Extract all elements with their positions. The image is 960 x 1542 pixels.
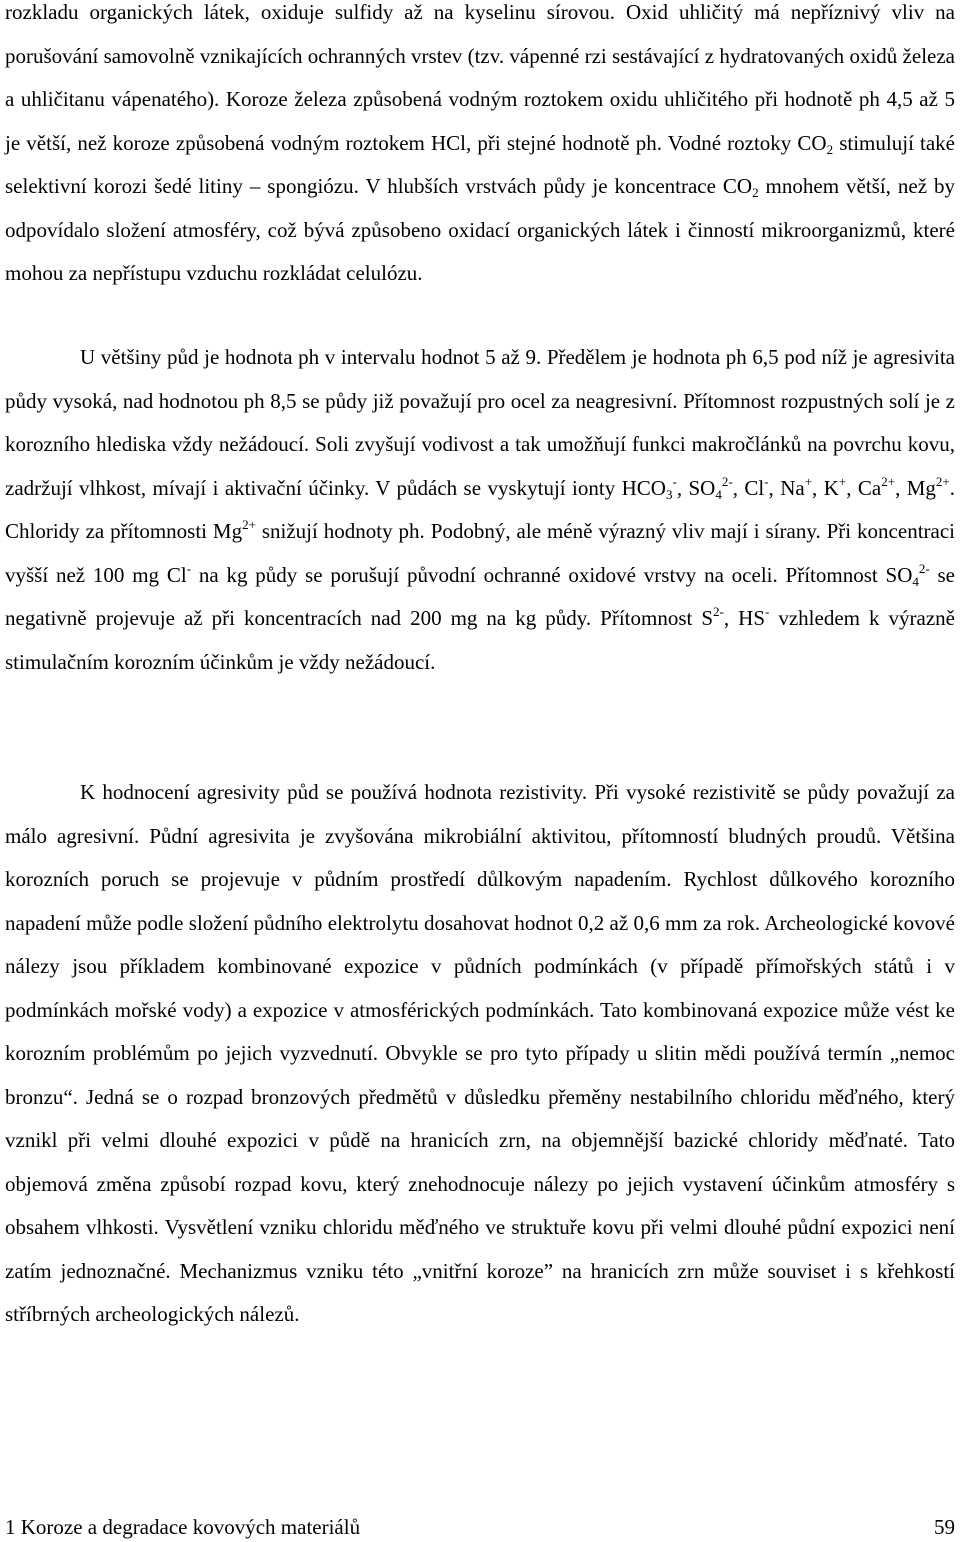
superscript: 2+ xyxy=(881,473,896,489)
text-run: na kg půdy se porušují původní ochranné oxidové vrstvy na oceli. Přítomnost SO xyxy=(191,562,913,587)
subscript: 3 xyxy=(665,486,673,502)
subscript: 4 xyxy=(912,573,919,589)
superscript: 2- xyxy=(918,560,930,576)
superscript: + xyxy=(804,473,813,489)
text-run: U většiny půd je hodnota ph v intervalu hodnot 5 až 9. Předělem je hodnota ph 6,5 pod níž je agresivita půdy vysoká, nad hodnotou ph 8,5 se půdy již považují pro ocel za neagresivní. Přítomnost rozpustných solí je z korozního hlediska vždy nežádoucí. Soli zvyšují vodivost a tak umožňují funkci makročlánků na povrchu kovu, zadržují vlhkost, mívají i aktivační účinky. V půdách se vyskytují ionty HCO xyxy=(5,345,955,500)
text-run: vzhledem k výrazně stimulačním korozním účinkům je vždy nežádoucí. xyxy=(5,606,955,674)
superscript: 2- xyxy=(713,604,724,619)
page-number: 59 xyxy=(934,1515,955,1539)
text-run: stimulují také selektivní korozi šedé litiny – spongiózu. V hlubších vrstvách půdy je koncentrace CO xyxy=(5,130,956,198)
text-run: mnohem větší, než by odpovídalo složení atmosféry, což bývá způsobeno oxidací organických látek i činností mikroorganizmů, které mohou za nepřístupu vzduchu rozkládat celulózu. xyxy=(5,174,956,285)
text-run: , Cl xyxy=(732,475,765,500)
text-run: , HS xyxy=(723,606,765,630)
text-run: , SO xyxy=(676,475,716,500)
page-footer xyxy=(5,1512,955,1542)
paragraph-2 xyxy=(5,336,955,684)
text-run: . Chloridy za přítomnosti Mg xyxy=(5,475,955,543)
superscript: 2+ xyxy=(935,473,950,489)
subscript: 2 xyxy=(752,185,759,200)
superscript: + xyxy=(838,473,847,489)
text-run: , Na xyxy=(768,475,805,500)
subscript: 4 xyxy=(715,486,722,502)
text-run: , Mg xyxy=(895,475,936,500)
footer-chapter-title: 1 Koroze a degradace kovových materiálů xyxy=(5,1515,361,1539)
superscript: 2+ xyxy=(242,517,256,532)
superscript: - xyxy=(764,473,769,489)
paragraph-1 xyxy=(5,0,955,296)
text-run: snižují hodnoty ph. Podobný, ale méně výrazný vliv mají i sírany. Při koncentraci vyšší než 100 mg Cl xyxy=(5,519,955,587)
paragraph-3: K hodnocení agresivity půd se používá hodnota rezistivity. Při vysoké rezistivitě se půdy považují za málo agresivní. Půdní agresivita je zvyšována mikrobiální aktivitou, přítomností bludných proudů. Většina korozních poruch se projevuje v půdním prostředí důlkovým napadením. Rychlost důlkového korozního napadení může podle složení půdního elektrolytu dosahovat hodnot 0,2 až 0,6 mm za rok. Archeologické kovové nálezy jsou příkladem kombinované expozice v půdních podmínkách (v případě přímořských států i v podmínkách mořské vody) a expozice v atmosférických podmínkách. Tato kombinovaná expozice může vést ke korozním problémům po jejich vyzvednutí. Obvykle se pro tyto případy u slitin mědi používá termín „nemoc bronzu“. Jedná se o rozpad bronzových předmětů v důsledku přeměny nestabilního chloridu měďného, který vznikl při velmi dlouhé expozici v půdě na hranicích zrn, na objemnější bazické chloridy měďnaté. Tato objemová změna způsobí rozpad kovu, který znehodnocuje nálezy po jejich vystavení účinkům atmosféry s obsahem vlhkosti. Vysvětlení vzniku chloridu měďného ve struktuře kovu při velmi dlouhé půdní expozici není zatím jednoznačné. Mechanizmus vzniku této „vnitřní korozeˮ na hranicích zrn může souviset i s křehkostí stříbrných archeologických nálezů. xyxy=(5,780,955,1326)
superscript: - xyxy=(672,473,677,489)
text-run: rozkladu organických látek, oxiduje sulfidy až na kyselinu sírovou. Oxid uhličitý má nepříznivý vliv na porušování samovolně vznikajících ochranných vrstev (tzv. vápenné rzi sestávající z hydratovaných oxidů železa a uhličitanu vápenatého). Koroze železa způsobená vodným roztokem oxidu uhličitého při hodnotě ph 4,5 až 5 je větší, než koroze způsobená vodným roztokem HCl, při stejné hodnotě ph. Vodné roztoky CO xyxy=(5,0,955,155)
subscript: 2 xyxy=(826,141,834,157)
text-run: , Ca xyxy=(846,475,882,500)
superscript: - xyxy=(765,604,770,619)
text-run: se negativně projevuje až při koncentracích nad 200 mg na kg půdy. Přítomnost S xyxy=(5,562,955,630)
superscript: 2- xyxy=(721,473,733,489)
text-run: , K xyxy=(812,475,839,500)
superscript: - xyxy=(186,560,192,576)
